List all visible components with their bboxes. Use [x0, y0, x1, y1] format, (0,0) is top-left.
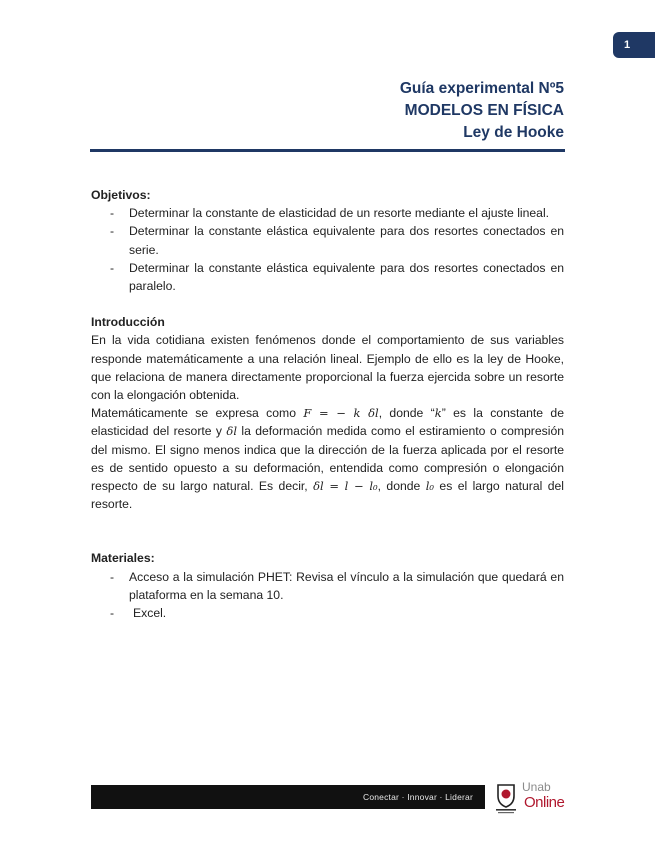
- dash-bullet: -: [110, 606, 115, 621]
- document-title: [400, 78, 564, 144]
- deformation-formula: δl = l − l₀: [313, 479, 378, 494]
- title-course: MODELOS EN FÍSICA: [404, 102, 564, 119]
- list-item-text: Determinar la constante elástica equivalente para dos resortes conectados en serie.: [129, 224, 564, 257]
- dash-bullet: -: [110, 206, 115, 221]
- list-item: [91, 259, 564, 295]
- list-item: [91, 604, 564, 622]
- objetivos-list: [91, 204, 564, 295]
- footer-bar: [91, 785, 485, 809]
- text-span: Matemáticamente se expresa como: [91, 406, 304, 421]
- unab-online-logo: [494, 782, 566, 814]
- list-item: [91, 204, 564, 222]
- university-seal-icon: [494, 782, 518, 814]
- footer-slogan: Conectar · Innovar · Liderar: [362, 792, 473, 802]
- text-span: , donde “: [378, 406, 435, 421]
- symbol-delta-l: δl: [226, 424, 237, 439]
- list-item-text: Determinar la constante de elasticidad de un resorte mediante el ajuste lineal.: [129, 206, 550, 221]
- list-item-text: Excel.: [133, 606, 167, 621]
- dash-bullet: -: [110, 260, 115, 275]
- text-span: la deformación medida como el estiramiento o compresión del mismo. El signo menos indica que la dirección de la fuerza aplicada por el resorte es de sentido opuesto a su deformación, entendida como compresión o elongación respecto de su largo natural. Es decir,: [91, 424, 564, 494]
- introduccion-heading: Introducción: [91, 315, 165, 330]
- intro-paragraph-2: [91, 404, 564, 513]
- objetivos-heading: Objetivos:: [91, 188, 151, 202]
- page-number: 1: [624, 39, 631, 51]
- dash-bullet: -: [110, 569, 115, 584]
- list-item-text: Acceso a la simulación PHET: Revisa el vínculo a la simulación que quedará en plataforma en la semana 10.: [129, 569, 564, 602]
- title-topic: Ley de Hooke: [463, 124, 564, 141]
- list-item: [91, 222, 564, 258]
- logo-unab-text: Unab: [522, 780, 551, 794]
- logo-online-text: Online: [524, 794, 565, 811]
- hooke-formula: F = − k δl: [303, 406, 379, 421]
- text-span: , donde: [377, 479, 426, 494]
- text-span: ” es la constante de elasticidad del resorte y: [91, 406, 564, 439]
- materiales-list: [91, 568, 564, 623]
- symbol-k: k: [434, 406, 442, 421]
- symbol-l0: l₀: [425, 479, 435, 494]
- dash-bullet: -: [110, 224, 115, 239]
- list-item-text: Determinar la constante elástica equivalente para dos resortes conectados en paralelo.: [129, 260, 564, 294]
- title-divider: [90, 149, 565, 152]
- title-guide-number: Guía experimental Nº5: [399, 80, 564, 97]
- intro-paragraph-1: En la vida cotidiana existen fenómenos donde el comportamiento de sus variables responde matemáticamente a una relación lineal. Ejemplo de ello es la ley de Hooke, que relaciona de manera directamente proporcional la fuerza ejercida sobre un resorte con la elongación obtenida.: [91, 333, 564, 403]
- list-item: [91, 568, 564, 604]
- page-number-badge: [613, 32, 655, 58]
- document-body: [91, 186, 564, 622]
- text-span: es el largo natural del resorte.: [91, 479, 565, 512]
- materiales-heading: Materiales:: [91, 551, 155, 566]
